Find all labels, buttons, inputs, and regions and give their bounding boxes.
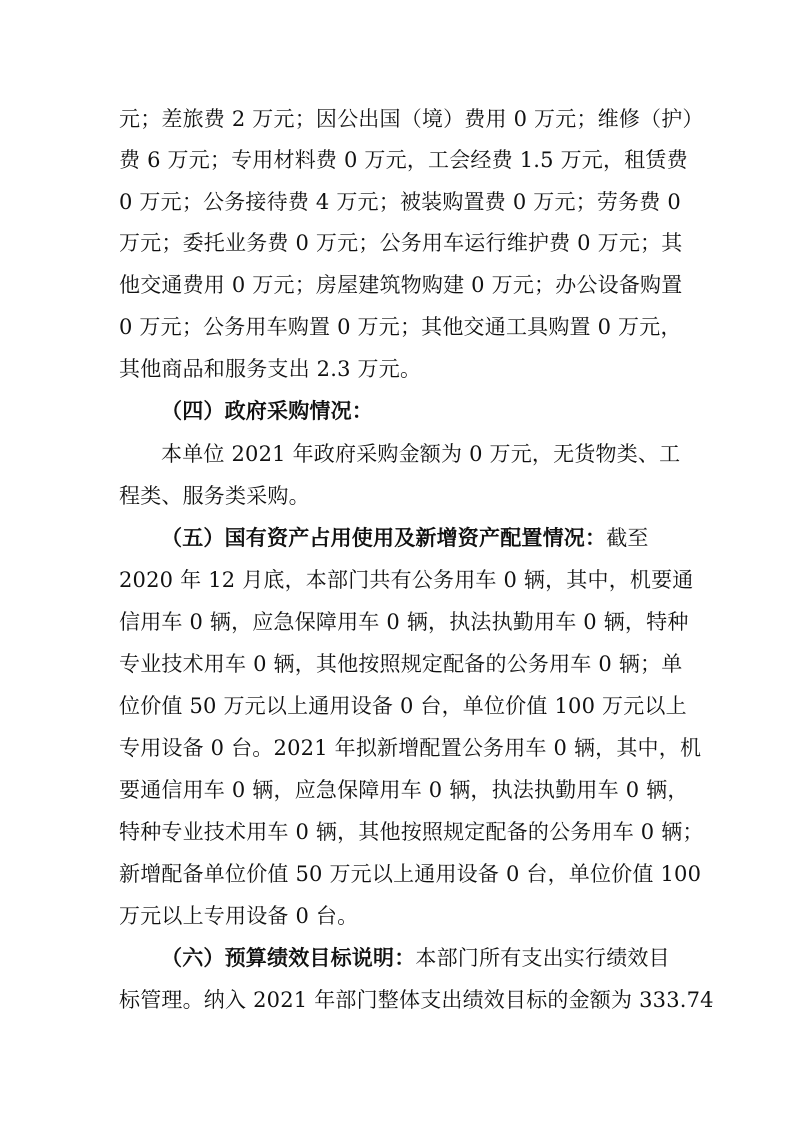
paragraph-line: 程类、服务类采购。 bbox=[119, 484, 310, 508]
paragraph-line: 他交通费用 0 万元；房屋建筑物购建 0 万元；办公设备购置 bbox=[119, 273, 683, 297]
paragraph-line: 万元以上专用设备 0 台。 bbox=[119, 904, 359, 928]
paragraph-line: 万元；委托业务费 0 万元；公务用车运行维护费 0 万元；其 bbox=[119, 231, 683, 255]
paragraph-line: 新增配备单位价值 50 万元以上通用设备 0 台，单位价值 100 bbox=[119, 862, 702, 886]
section-heading: （六）预算绩效目标说明： bbox=[161, 945, 416, 970]
paragraph-line: 信用车 0 辆，应急保障用车 0 辆，执法执勤用车 0 辆，特种 bbox=[119, 610, 689, 634]
section-heading-line bbox=[161, 944, 675, 972]
section-heading-line bbox=[161, 524, 675, 552]
paragraph-line: 0 万元；公务接待费 4 万元；被装购置费 0 万元；劳务费 0 bbox=[119, 190, 681, 214]
paragraph-line: 其他商品和服务支出 2.3 万元。 bbox=[119, 357, 422, 381]
heading-trailing-text: 本部门所有支出实行绩效目 bbox=[415, 946, 670, 970]
section-heading: （四）政府采购情况： bbox=[161, 398, 373, 423]
section-heading: （五）国有资产占用使用及新增资产配置情况： bbox=[161, 525, 607, 550]
paragraph-line: 2020 年 12 月底，本部门共有公务用车 0 辆，其中，机要通 bbox=[119, 568, 694, 592]
paragraph-line: 元；差旅费 2 万元；因公出国（境）费用 0 万元；维修（护） bbox=[119, 107, 704, 131]
heading-trailing-text: 截至 bbox=[606, 526, 649, 550]
paragraph-line: 费 6 万元；专用材料费 0 万元，工会经费 1.5 万元，租赁费 bbox=[119, 148, 688, 172]
paragraph-line: 专业技术用车 0 辆，其他按照规定配备的公务用车 0 辆；单 bbox=[119, 652, 683, 676]
paragraph-line: 特种专业技术用车 0 辆，其他按照规定配备的公务用车 0 辆； bbox=[119, 820, 704, 844]
paragraph-line: 位价值 50 万元以上通用设备 0 台，单位价值 100 万元以上 bbox=[119, 694, 687, 718]
paragraph-line: 0 万元；公务用车购置 0 万元；其他交通工具购置 0 万元， bbox=[119, 315, 682, 339]
paragraph-line: 要通信用车 0 辆，应急保障用车 0 辆，执法执勤用车 0 辆， bbox=[119, 778, 689, 802]
paragraph-line: 本单位 2021 年政府采购金额为 0 万元，无货物类、工 bbox=[161, 442, 681, 466]
paragraph-line: 标管理。纳入 2021 年部门整体支出绩效目标的金额为 333.74 bbox=[119, 988, 714, 1012]
paragraph-line: 专用设备 0 台。2021 年拟新增配置公务用车 0 辆，其中，机 bbox=[119, 736, 702, 760]
